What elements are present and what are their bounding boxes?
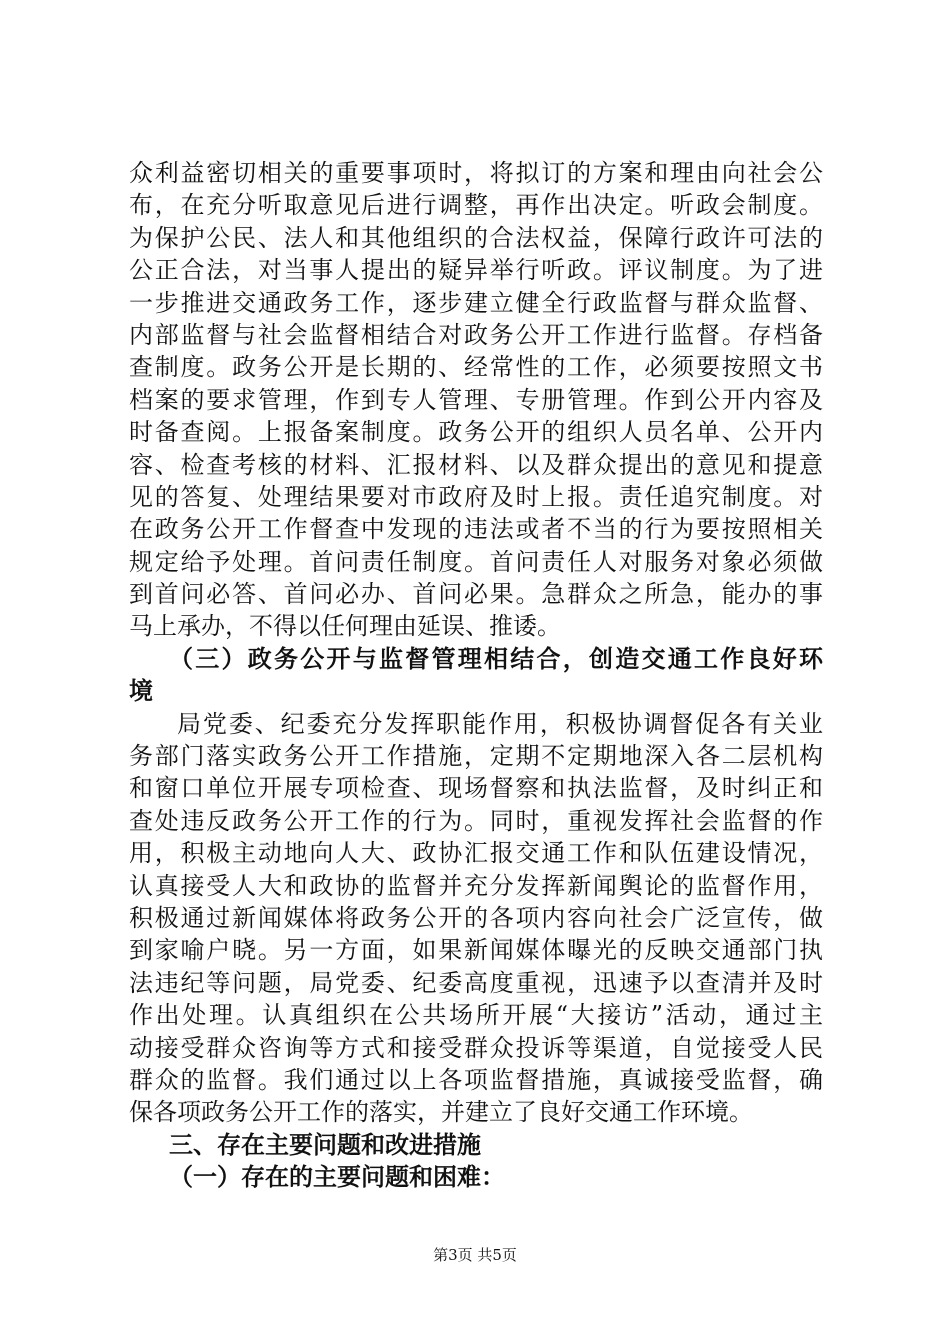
text-line: 布，在充分听取意见后进行调整，再作出决定。听政会制度。	[129, 191, 823, 220]
paragraph-1	[129, 157, 823, 643]
text-line: 查制度。政务公开是长期的、经常性的工作，必须要按照文书	[129, 353, 823, 382]
text-line: 保各项政务公开工作的落实，并建立了良好交通工作环境。	[129, 1098, 753, 1127]
heading-line: （三）政务公开与监督管理相结合，创造交通工作良好环	[169, 644, 823, 673]
text-line: 局党委、纪委充分发挥职能作用，积极协调督促各有关业	[177, 709, 823, 738]
text-line: 规定给予处理。首问责任制度。首问责任人对服务对象必须做	[129, 547, 823, 576]
text-line: 马上承办，不得以任何理由延误、推诿。	[129, 612, 561, 641]
text-line: 到家喻户晓。另一方面，如果新闻媒体曝光的反映交通部门执	[129, 936, 823, 965]
text-line: 内部监督与社会监督相结合对政务公开工作进行监督。存档备	[129, 320, 823, 349]
text-line: 在政务公开工作督查中发现的违法或者不当的行为要按照相关	[129, 515, 823, 544]
text-line: 查处违反政务公开工作的行为。同时，重视发挥社会监督的作	[129, 806, 823, 835]
text-line: 务部门落实政务公开工作措施，定期不定期地深入各二层机构	[129, 742, 823, 771]
text-line: 动接受群众咨询等方式和接受群众投诉等渠道，自觉接受人民	[129, 1033, 823, 1062]
text-line: 群众的监督。我们通过以上各项监督措施，真诚接受监督，确	[129, 1065, 823, 1094]
text-line: 法违纪等问题，局党委、纪委高度重视，迅速予以查清并及时	[129, 968, 823, 997]
text-line: 档案的要求管理，作到专人管理、专册管理。作到公开内容及	[129, 385, 823, 414]
text-line: 众利益密切相关的重要事项时，将拟订的方案和理由向社会公	[129, 159, 823, 187]
subsection-heading-3	[129, 643, 823, 708]
paragraph-2	[129, 708, 823, 1129]
text-line: 和窗口单位开展专项检查、现场督察和执法监督，及时纠正和	[129, 774, 823, 803]
text-line: 积极通过新闻媒体将政务公开的各项内容向社会广泛宣传，做	[129, 903, 823, 932]
text-line: 一步推进交通政务工作，逐步建立健全行政监督与群众监督、	[129, 288, 823, 317]
text-line: 时备查阅。上报备案制度。政务公开的组织人员名单、公开内	[129, 418, 823, 447]
text-line: 作出处理。认真组织在公共场所开展“大接访”活动，通过主	[129, 1001, 823, 1030]
page-footer: 第3页 共5页	[433, 1246, 517, 1264]
text-line: 到首问必答、首问必办、首问必果。急群众之所急，能办的事	[129, 580, 823, 609]
text-line: 用，积极主动地向人大、政协汇报交通工作和队伍建设情况，	[129, 839, 823, 868]
text-line: 容、检查考核的材料、汇报材料、以及群众提出的意见和提意	[129, 450, 823, 479]
section-heading-3: 三、存在主要问题和改进措施	[169, 1130, 481, 1159]
text-line: 认真接受人大和政协的监督并充分发挥新闻舆论的监督作用，	[129, 871, 823, 900]
text-line: 公正合法，对当事人提出的疑异举行听政。评议制度。为了进	[129, 256, 823, 285]
text-line: 见的答复、处理结果要对市政府及时上报。责任追究制度。对	[129, 482, 823, 511]
text-line: 为保护公民、法人和其他组织的合法权益，保障行政许可法的	[129, 223, 823, 252]
document-body	[129, 157, 823, 1194]
heading-line: 境	[129, 677, 153, 706]
subsection-heading-1: （一）存在的主要问题和困难：	[169, 1163, 505, 1192]
